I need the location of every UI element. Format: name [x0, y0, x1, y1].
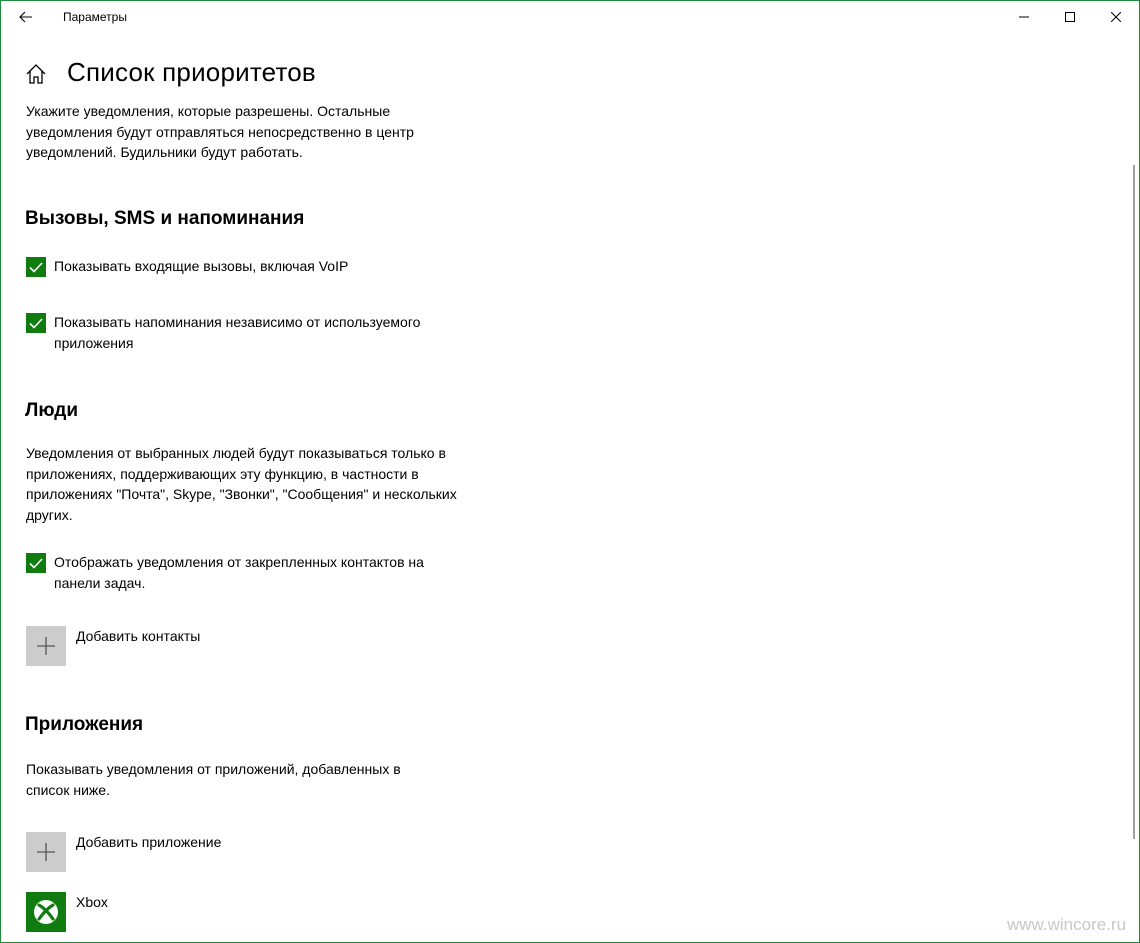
- add-tile[interactable]: [26, 832, 66, 872]
- checkbox-label: Показывать входящие вызовы, включая VoIP: [54, 258, 349, 274]
- section-title-calls: Вызовы, SMS и напоминания: [25, 208, 305, 229]
- section-title-people: Люди: [25, 400, 79, 421]
- title-bar: [1, 1, 1139, 33]
- page-title: Список приоритетов: [67, 57, 316, 87]
- plus-icon: [37, 843, 55, 861]
- checkmark-icon: [29, 558, 43, 569]
- checkbox-reminders[interactable]: [26, 313, 464, 353]
- xbox-icon: [26, 892, 66, 932]
- checkbox-checked[interactable]: [26, 553, 46, 573]
- app-name: Xbox: [76, 894, 108, 910]
- checkbox-incoming-calls[interactable]: [26, 257, 474, 277]
- watermark: www.wincore.ru: [1007, 915, 1127, 934]
- minimize-button[interactable]: [1001, 1, 1047, 33]
- close-icon: [1111, 12, 1121, 22]
- window-title: Параметры: [63, 10, 127, 24]
- add-tile[interactable]: [26, 626, 66, 666]
- apps-description: Показывать уведомления от приложений, добавленных в список ниже.: [26, 761, 401, 798]
- home-icon: [25, 63, 47, 85]
- add-app-button[interactable]: [26, 832, 221, 872]
- app-item-xbox[interactable]: [26, 892, 108, 932]
- maximize-button[interactable]: [1047, 1, 1093, 33]
- add-contacts-button[interactable]: [26, 626, 200, 666]
- add-app-label: Добавить приложение: [76, 834, 222, 850]
- maximize-icon: [1065, 12, 1075, 22]
- back-arrow-icon: [19, 11, 33, 23]
- scrollbar[interactable]: [1133, 165, 1135, 839]
- intro-text: Укажите уведомления, которые разрешены. Остальные уведомления будут отправляться непосредственно в центр уведомлений. Будильники будут работать.: [26, 103, 414, 160]
- minimize-icon: [1019, 12, 1029, 22]
- checkbox-checked[interactable]: [26, 257, 46, 277]
- back-button[interactable]: [7, 3, 45, 31]
- checkbox-label: Отображать уведомления от закрепленных контактов на панели задач.: [54, 554, 424, 591]
- checkbox-checked[interactable]: [26, 313, 46, 333]
- checkbox-pinned-contacts[interactable]: [26, 553, 459, 593]
- plus-icon: [37, 637, 55, 655]
- home-button[interactable]: [25, 63, 47, 85]
- section-title-apps: Приложения: [25, 714, 144, 735]
- checkmark-icon: [29, 262, 43, 273]
- checkbox-label: Показывать напоминания независимо от используемого приложения: [54, 314, 421, 351]
- add-contacts-label: Добавить контакты: [76, 628, 201, 644]
- close-button[interactable]: [1093, 1, 1139, 33]
- checkmark-icon: [29, 318, 43, 329]
- people-description: Уведомления от выбранных людей будут показываться только в приложениях, поддерживающих эту функцию, в частности в приложениях "Почта", Skype, "Звонки", "Сообщения" и нескольких других.: [26, 445, 457, 523]
